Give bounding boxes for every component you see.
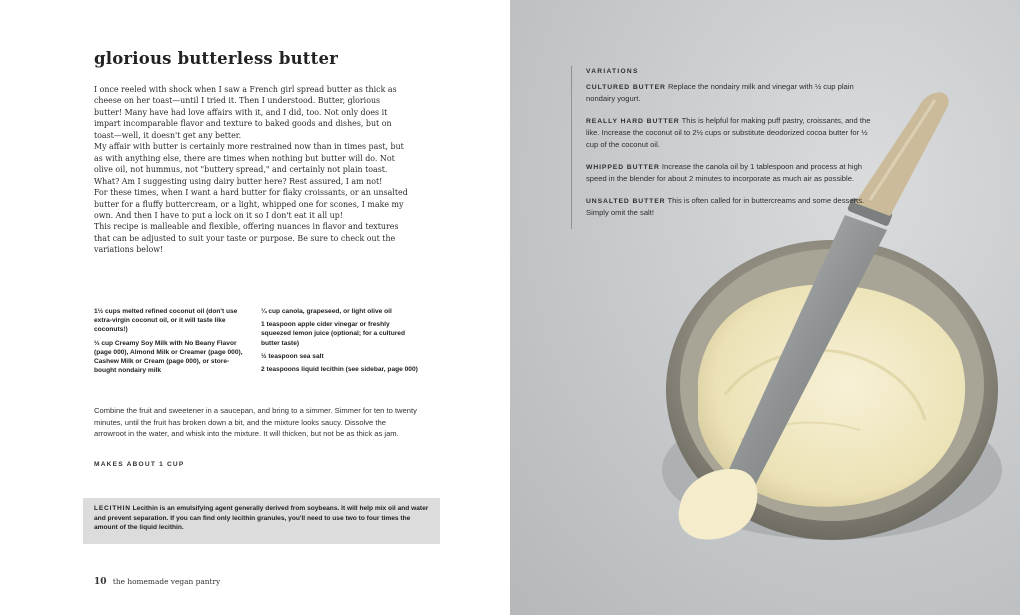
- variation-item: [586, 195, 881, 219]
- variation-text: Increase the canola oil by 1 tablespoon and process at high speed in the blender for about 2 minutes to incorporate as much air as possible.: [586, 161, 863, 184]
- variation-item: [586, 161, 881, 185]
- variation-label: WHIPPED BUTTER: [586, 163, 660, 171]
- ingredient-item: ¼ cup canola, grapeseed, or light olive oil: [261, 308, 392, 315]
- ingredients-column-2: [261, 307, 421, 378]
- page-footer: [94, 577, 220, 587]
- intro-paragraph-3: For these times, when I want a hard butter for flaky croissants, or an unsalted butter for a fluffy buttercream, or a light, whipped one for scones, I make my own. And then I have to put a lock on it so I don't eat it all up!: [94, 188, 408, 220]
- variation-item: [586, 115, 881, 151]
- book-title: the homemade vegan pantry: [112, 577, 221, 586]
- ingredient-item: ½ teaspoon sea salt: [261, 352, 324, 360]
- intro-paragraph-4: This recipe is malleable and flexible, offering nuances in flavor and textures that can be adjusted to suit your taste or purpose. Be sure to check out the variations below!: [94, 222, 399, 255]
- variation-label: UNSALTED BUTTER: [586, 197, 666, 205]
- method-text: Combine the fruit and sweetener in a saucepan, and bring to a simmer. Simmer for ten to twenty minutes, until the fruit has broken down a bit, and the mixture looks saucy. Dissolve the arrowroot in the water, and whisk into the mixture. It will thicken, but not be as thick as jam.: [94, 406, 417, 438]
- variations-panel: [571, 66, 881, 229]
- variation-text: Replace the nondairy milk and vinegar with ½ cup plain nondairy yogurt.: [586, 81, 854, 104]
- ingredient-item: 2 teaspoons liquid lecithin (see sidebar, page 000): [261, 366, 418, 374]
- ingredient-item: ⅓ cup Creamy Soy Milk with No Beany Flavor (page 000), Almond Milk or Creamer (page 000), Cashew Milk or Cream (page 000), or store-bought nondairy milk: [94, 339, 243, 375]
- intro-text: [94, 84, 410, 256]
- recipe-title: glorious butterless butter: [94, 49, 339, 68]
- sidebar-label: LECITHIN: [94, 505, 131, 512]
- sidebar-text: Lecithin is an emulsifying agent generally derived from soybeans. It will help mix oil and water and prevent separation. If you can find only lecithin granules, you'll need to use two to four times the amount of the liquid lecithin.: [94, 505, 429, 532]
- variation-label: REALLY HARD BUTTER: [586, 117, 680, 125]
- lecithin-sidebar: [83, 498, 440, 544]
- yield-label: MAKES ABOUT 1 CUP: [94, 461, 185, 468]
- variation-text: This is helpful for making puff pastry, croissants, and the like. Increase the coconut oil to 2½ cups or substitute deodorized cocoa butter for ½ cup of the coconut oil.: [586, 115, 871, 149]
- variations-heading: VARIATIONS: [586, 68, 639, 75]
- ingredients-column-1: [94, 307, 246, 379]
- ingredient-item: 1½ cups melted refined coconut oil (don't use extra-virgin coconut oil, or it will taste like coconuts!): [94, 308, 238, 334]
- ingredient-item: 1 teaspoon apple cider vinegar or freshly squeezed lemon juice (optional; for a cultured butter taste): [261, 321, 405, 347]
- variation-item: [586, 81, 881, 105]
- variation-label: CULTURED BUTTER: [586, 83, 666, 91]
- intro-paragraph-1: I once reeled with shock when I saw a French girl spread butter as thick as cheese on her toast—until I tried it. Then I understood. Butter, glorious butter! Many have had love affairs with it, and I did, too. Not only does it impart incomparable flavor and texture to baked goods and dishes, but on toast—well, it doesn't get any better.: [94, 85, 397, 140]
- variation-text: This is often called for in buttercreams and some desserts. Simply omit the salt!: [586, 195, 865, 218]
- intro-paragraph-2: My affair with butter is certainly more restrained now than in times past, but as with anything else, there are times when nothing but butter will do. Not olive oil, not hummus, not "buttery spread," and certainly not plain toast. What? Am I suggesting using dairy butter here? Rest assured, I am not!: [94, 142, 404, 186]
- page-number: 10: [94, 577, 107, 587]
